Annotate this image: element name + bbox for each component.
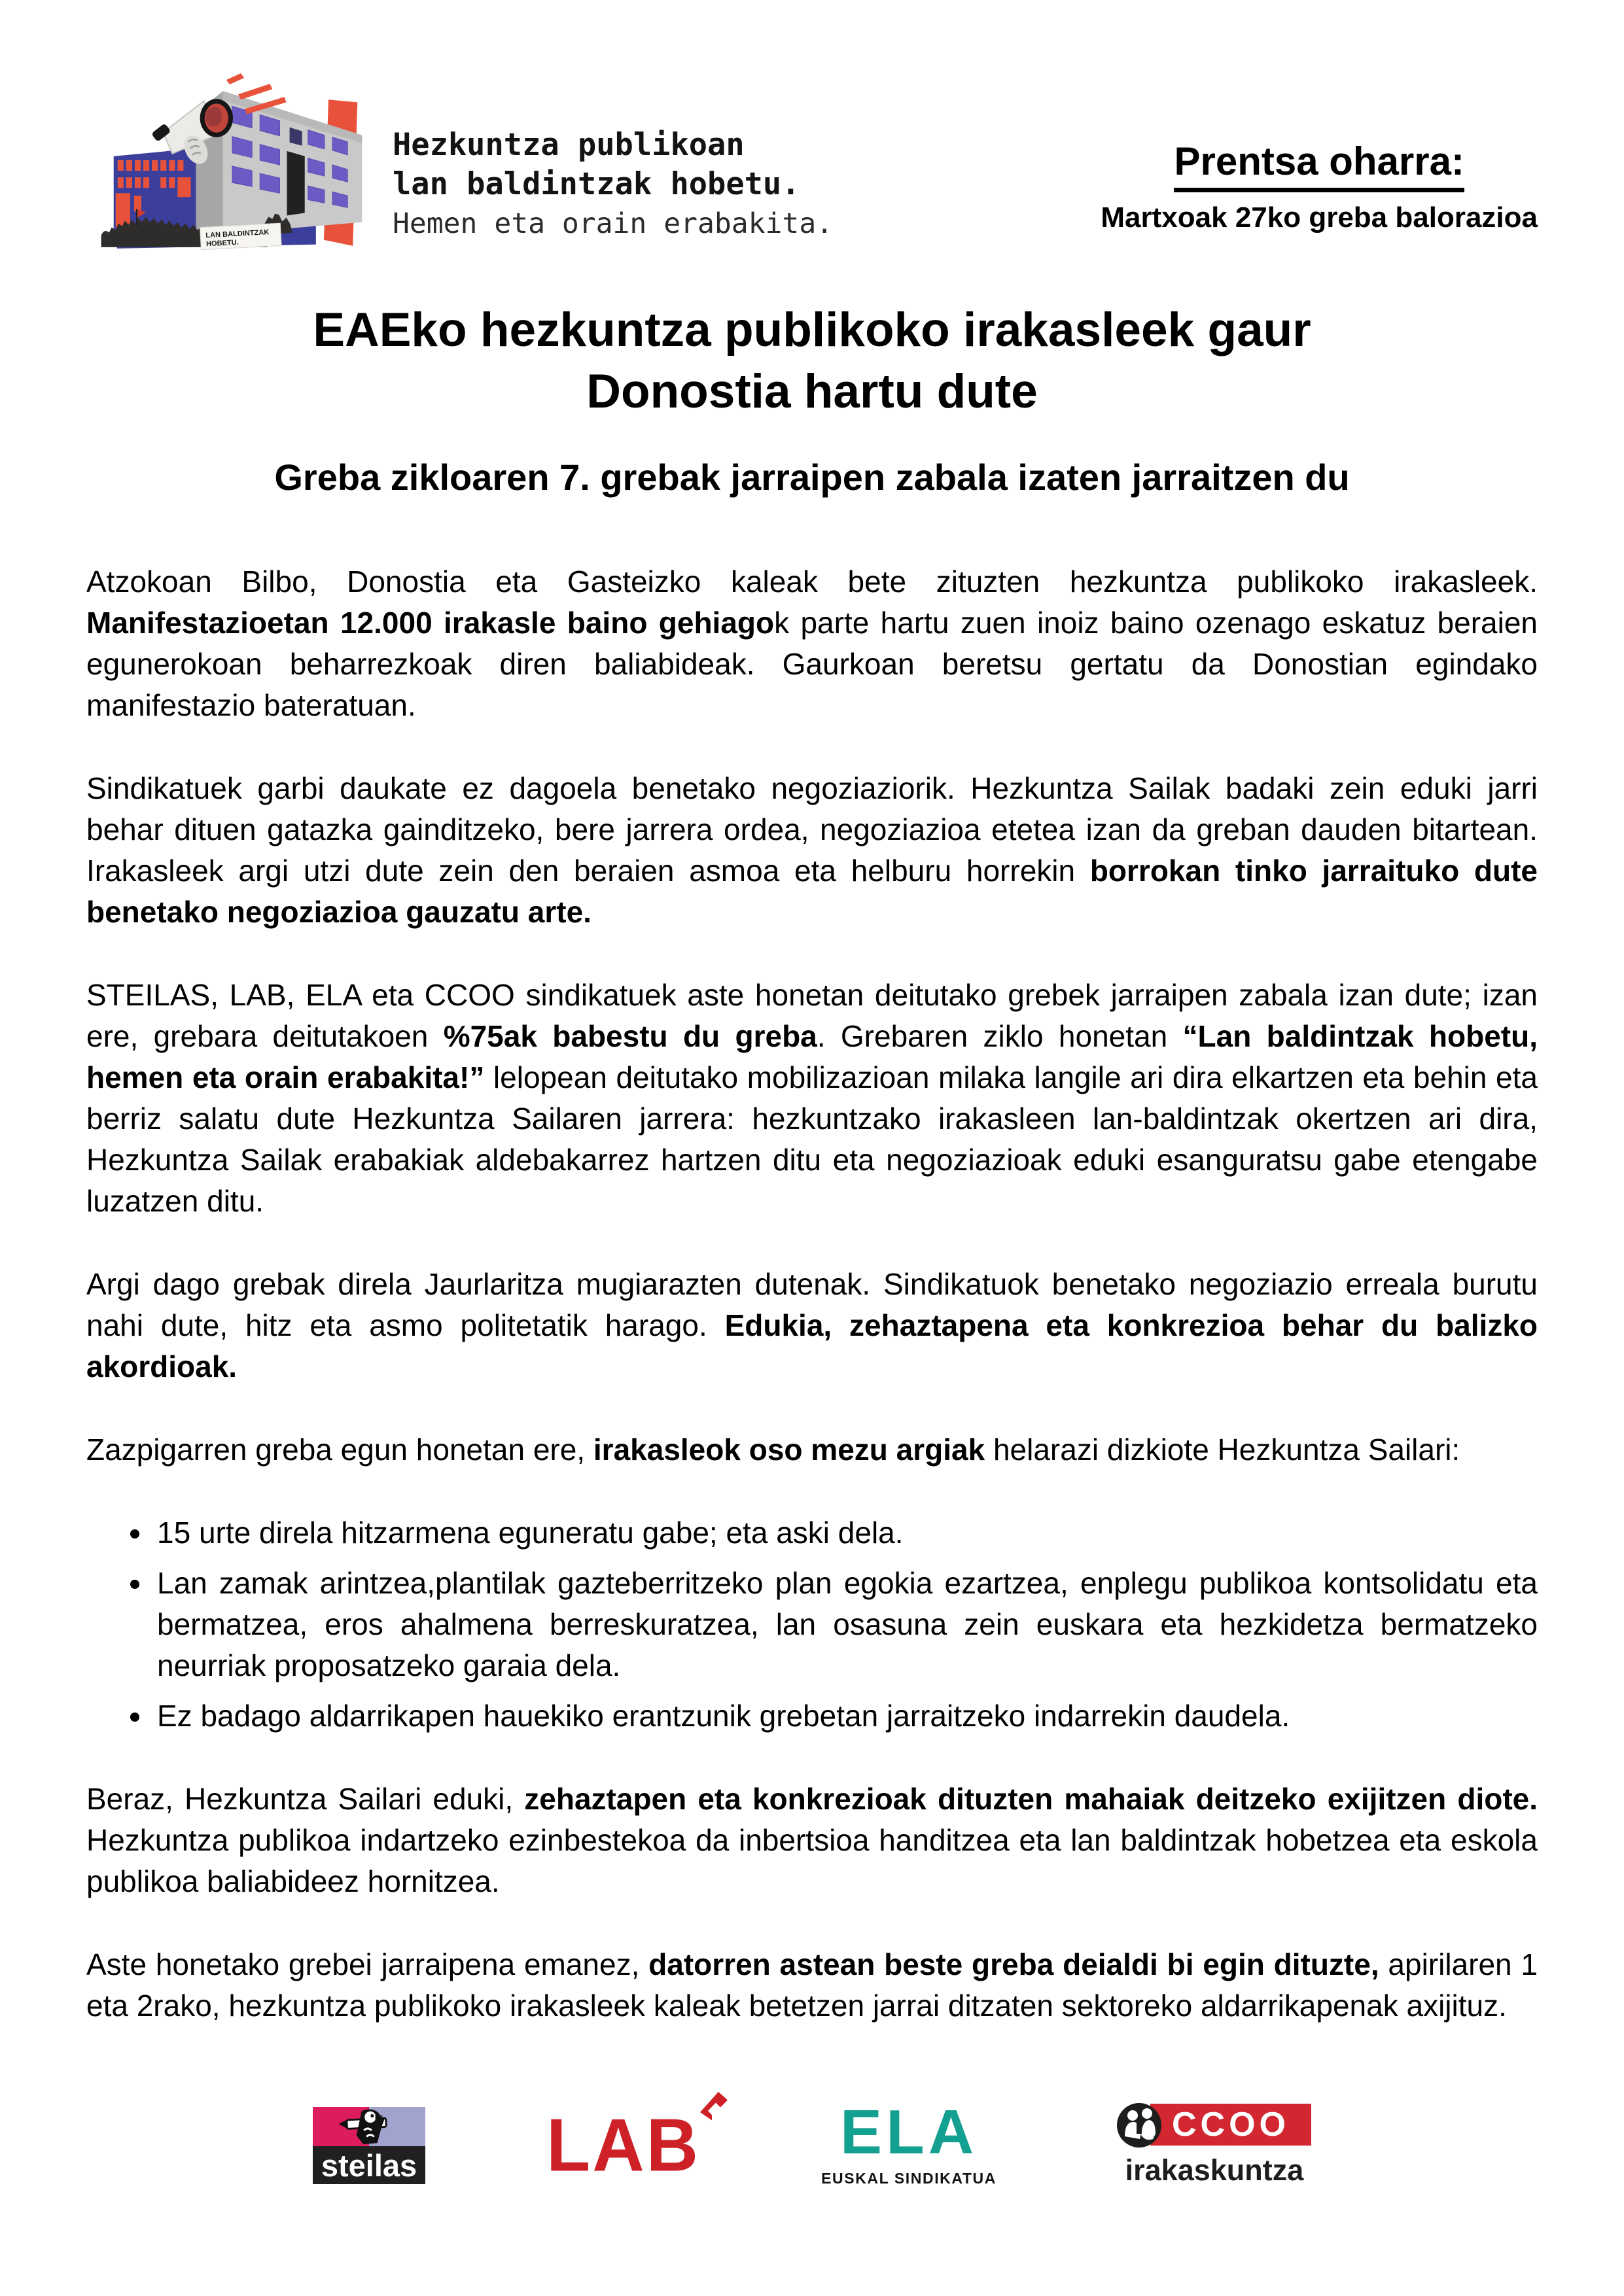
ccoo-logo-band-row [1118,2104,1311,2148]
page-subtitle: Greba zikloaren 7. grebak jarraipen zabala izaten jarraitzen du [274,457,1350,498]
steilas-logo-top [313,2107,425,2146]
banner-text-line1: LAN BALDINTZAK [205,228,270,240]
paragraph: Argi dago grebak direla Jaurlaritza mugiarazten dutenak. Sindikatuok benetako negoziazio erreala burutu nahi dute, hitz eta asmo politetatik harago. Edukia, zehaztapena eta konkrezioa behar du balizko akordioak. [86,1267,1538,1383]
union-campaign-logo-illustration [97,72,374,263]
ela-logo [821,2097,997,2187]
tagline-line1: Hezkuntza publikoan [393,127,745,163]
paragraph: Zazpigarren greba egun honetan ere, irakasleok oso mezu argiak helarazi dizkiote Hezkuntza Sailari: [86,1433,1460,1467]
lab-flag-icon [699,2091,729,2122]
ccoo-logo [1118,2104,1311,2187]
union-logos-row [86,2093,1538,2198]
list-item: • Lan zamak arintzea,plantilak gazteberritzeko plan egokia ezartzea, enplegu publikoa kontsolidatu eta bermatzea, eros ahalmena berreskuratzea, lan osasuna zein euskara eta hezkidetza bermatzeko neurriak proposatzeko garaia dela. [153,1563,1538,1686]
page-title [86,300,1538,423]
title-line1: EAEko hezkuntza publikoko irakasleek gaur [313,304,1311,357]
paragraph: STEILAS, LAB, ELA eta CCOO sindikatuek aste honetan deitutako grebek jarraipen zabala izan dute; izan ere, grebara deitutakoen %75ak babestu du greba. Grebaren ziklo honetan “Lan baldintzak hobetu, hemen eta orain erabakita!” lelopean deitutako mobilizazioan milaka langile ari dira elkartzen eta behin eta berriz salatu dute Hezkuntza Sailaren jarrera: hezkuntzako irakasleen lan-baldintzak okertzen ari dira, Hezkuntza Sailak erabakiak aldebakarrez hartzen ditu eta negoziazioak eduki esanguratsu gabe etengabe luzatzen ditu. [86,978,1538,1218]
document-body [86,300,1538,2068]
claims-list [86,1512,1538,1737]
article-text [86,561,1538,2026]
list-item: • 15 urte direla hitzarmena eguneratu gabe; eta aski dela. [153,1512,1538,1554]
banner-text-line2: HOBETU. [205,238,239,249]
paragraph: Sindikatuek garbi daukate ez dagoela benetako negoziaziorik. Hezkuntza Sailak badaki zein eduki jarri behar dituen gatazka gainditzeko, bere jarrera ordea, negoziazioa etetea izan da greban dauden bitartean. Irakasleek argi utzi dute zein den beraien asmoa eta helburu horrekin borrokan tinko jarraituko dute benetako negoziazioa gauzatu arte. [86,771,1538,929]
press-note-block [1101,139,1538,234]
paragraph: Beraz, Hezkuntza Sailari eduki, zehaztapen eta konkrezioak dituzten mahaiak deitzeko exijitzen diote. Hezkuntza publikoa indartzeko ezinbestekoa da inbertsioa handitzea eta lan baldintzak hobetzea eta eskola publikoa baliabideez hornitzea. [86,1782,1538,1898]
ela-wordmark: ELA [840,2097,978,2168]
ccoo-wordmark: CCOO [1171,2106,1290,2144]
tagline-line3: Hemen eta orain erabakita. [393,207,834,240]
tagline-line2: lan baldintzak hobetu. [393,166,800,202]
protest-banner [200,223,281,250]
paragraph: Aste honetako grebei jarraipena emanez, datorren astean beste greba deialdi bi egin dituzte, apirilaren 1 eta 2rako, hezkuntza publikoko irakasleek kaleak betetzen jarrai ditzaten sektoreko aldarrikapenak axijituz. [86,1947,1538,2023]
paragraph: Atzokoan Bilbo, Donostia eta Gasteizko kaleak bete zituzten hezkuntza publikoko irakasleek. Manifestazioetan 12.000 irakasle baino gehiagok parte hartu zuen inoiz baino ozenago eskatuz beraien egunerokoan beharrezkoak diren baliabideak. Gaurkoan beretsu gertatu da Donostian egindako manifestazio bateratuan. [86,565,1538,722]
steilas-logo [313,2107,425,2184]
steilas-wordmark: steilas [313,2146,425,2184]
campaign-tagline [393,126,833,243]
ccoo-subtitle: irakaskuntza [1125,2153,1304,2187]
press-note-subtitle: Martxoak 27ko greba balorazioa [1101,201,1538,234]
steilas-bird-pencil-icon [331,2108,407,2146]
lab-logo [546,2103,701,2187]
lab-wordmark: LAB [546,2103,701,2187]
ccoo-emblem-icon [1115,2101,1163,2149]
ela-subtitle: EUSKAL SINDIKATUA [821,2169,997,2187]
ccoo-red-band [1150,2104,1311,2146]
list-item: • Ez badago aldarrikapen hauekiko erantzunik grebetan jarraitzeko indarrekin daudela. [153,1696,1538,1737]
title-line2: Donostia hartu dute [586,365,1038,418]
press-note-label: Prentsa oharra: [1174,139,1464,192]
